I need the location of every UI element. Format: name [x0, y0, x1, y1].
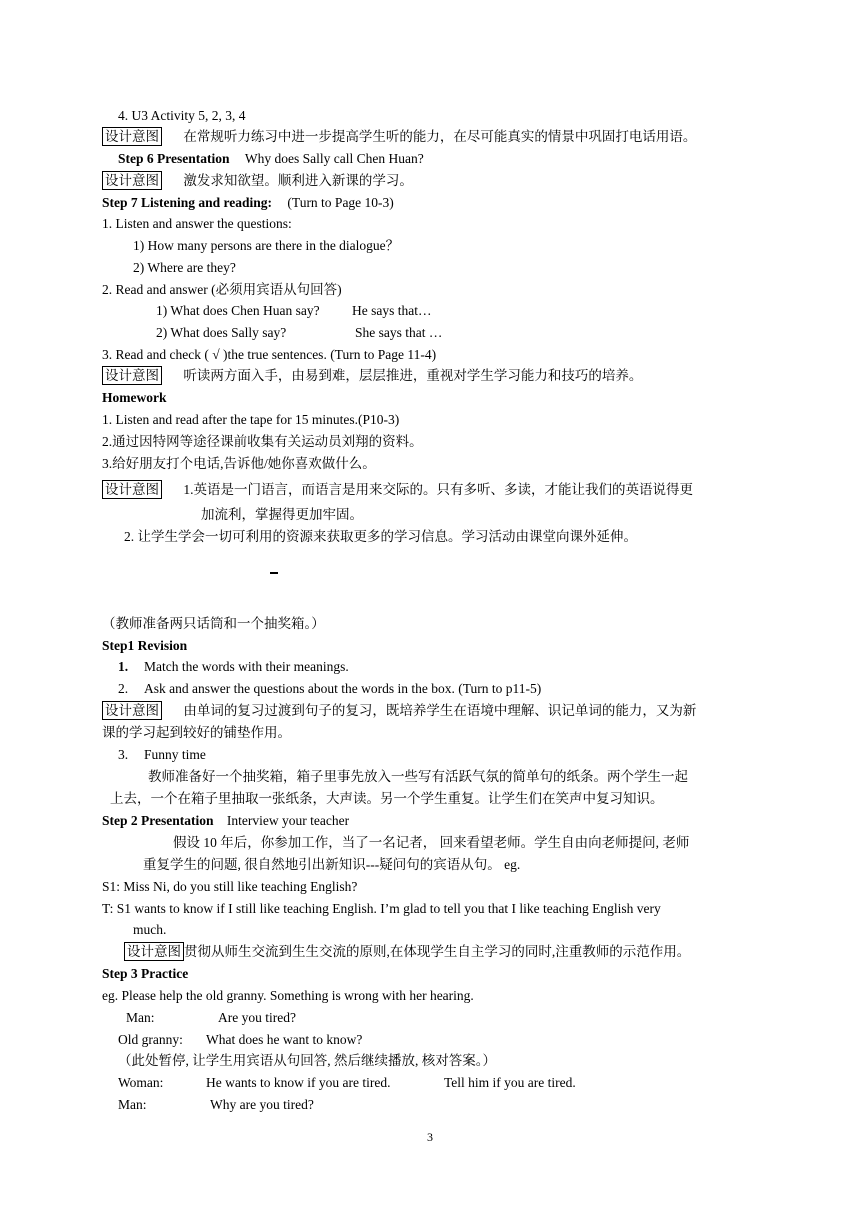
step6-heading: Step 6 Presentation Why does Sally call Chen Huan?	[118, 151, 424, 166]
list-item: 2) Where are they?	[133, 260, 236, 275]
paragraph: 重复学生的问题, 很自然地引出新知识---疑问句的宾语从句。 eg.	[143, 857, 521, 872]
paragraph: 教师准备好一个抽奖箱，箱子里事先放入一些写有活跃气氛的简单句的纸条。两个学生一起	[148, 769, 688, 784]
list-item: 1. Listen and answer the questions:	[102, 216, 292, 231]
dialogue-line: Old granny: What does he want to know?	[118, 1032, 363, 1047]
list-item: 1. Listen and read after the tape for 15 minutes.(P10-3)	[102, 412, 400, 427]
list-item: 3.给好朋友打个电话,告诉他/她你喜欢做什么。	[102, 456, 376, 471]
paragraph: 上去，一个在箱子里抽取一张纸条，大声读。另一个学生重复。让学生们在笑声中复习知识。	[110, 791, 664, 806]
dialogue-line: Man: Are you tired?	[126, 1010, 296, 1025]
paragraph-continuation: 课的学习起到较好的铺垫作用。	[102, 725, 291, 740]
page-number: 3	[427, 1130, 433, 1144]
period-heading	[270, 572, 278, 574]
list-item: 1) How many persons are there in the dialogue？	[133, 238, 400, 253]
design-intent-3: 设计意图 听读两方面入手，由易到难，层层推进，重视对学生学习能力和技巧的培养。	[102, 366, 642, 386]
design-intent-1: 设计意图 在常规听力练习中进一步提高学生听的能力，在尽可能真实的情景中巩固打电话用语。	[102, 127, 696, 147]
dialogue-line: Woman: He wants to know if you are tired. Tell him if you are tired.	[118, 1075, 576, 1090]
step3-heading: Step 3 Practice	[102, 966, 189, 981]
paragraph: 假设 10 年后，你参加工作，当了一名记者， 回来看望老师。学生自由向老师提问, 老师	[173, 835, 690, 850]
list-item: 2. Ask and answer the questions about the words in the box. (Turn to p11-5)	[118, 681, 542, 696]
dialogue-line: S1: Miss Ni, do you still like teaching English?	[102, 879, 358, 894]
note-line: （教师准备两只话筒和一个抽奖箱。）	[102, 616, 325, 631]
paragraph-continuation: 加流利，掌握得更加牢固。	[201, 507, 363, 522]
note-line: （此处暂停, 让学生用宾语从句回答, 然后继续播放, 核对答案。）	[118, 1053, 496, 1068]
design-intent-4: 设计意图 1.英语是一门语言，而语言是用来交际的。只有多听、多读，才能让我们的英语说得更	[102, 480, 693, 500]
list-item: 1. Match the words with their meanings.	[118, 659, 349, 674]
design-intent-2: 设计意图 激发求知欲望。顺利进入新课的学习。	[102, 171, 413, 191]
dialogue-line: much.	[133, 922, 167, 937]
activity-line: 4. U3 Activity 5, 2, 3, 4	[118, 108, 246, 123]
design-intent-label: 设计意图	[102, 127, 162, 146]
dialogue-line: T: S1 wants to know if I still like teaching English. I’m glad to tell you that I like teaching English very	[102, 901, 661, 916]
homework-heading: Homework	[102, 390, 167, 405]
list-item: 2. 让学生学会一切可利用的资源来获取更多的学习信息。学习活动由课堂向课外延伸。	[124, 529, 637, 544]
list-item: 2. Read and answer (必须用宾语从句回答)	[102, 282, 342, 297]
list-item: 2) What does Sally say? She says that …	[156, 325, 443, 340]
list-item: 3. Read and check ( √ )the true sentences. (Turn to Page 11-4)	[102, 347, 437, 362]
list-item: 1) What does Chen Huan say? He says that…	[156, 303, 432, 318]
design-intent-5: 设计意图 由单词的复习过渡到句子的复习，既培养学生在语境中理解、识记单词的能力，又为新	[102, 701, 696, 721]
dialogue-line: Man: Why are you tired?	[118, 1097, 314, 1112]
example-line: eg. Please help the old granny. Something is wrong with her hearing.	[102, 988, 474, 1003]
step2-heading: Step 2 Presentation Interview your teacher	[102, 813, 350, 828]
list-item: 2.通过因特网等途径课前收集有关运动员刘翔的资料。	[102, 434, 423, 449]
step7-heading: Step 7 Listening and reading: (Turn to Page 10-3)	[102, 195, 394, 210]
design-intent-6: 设计意图 贯彻从师生交流到生生交流的原则,在体现学生自主学习的同时,注重教师的示范作用。	[124, 942, 690, 962]
list-item: 3. Funny time	[118, 747, 206, 762]
step1-heading: Step1 Revision	[102, 638, 188, 653]
